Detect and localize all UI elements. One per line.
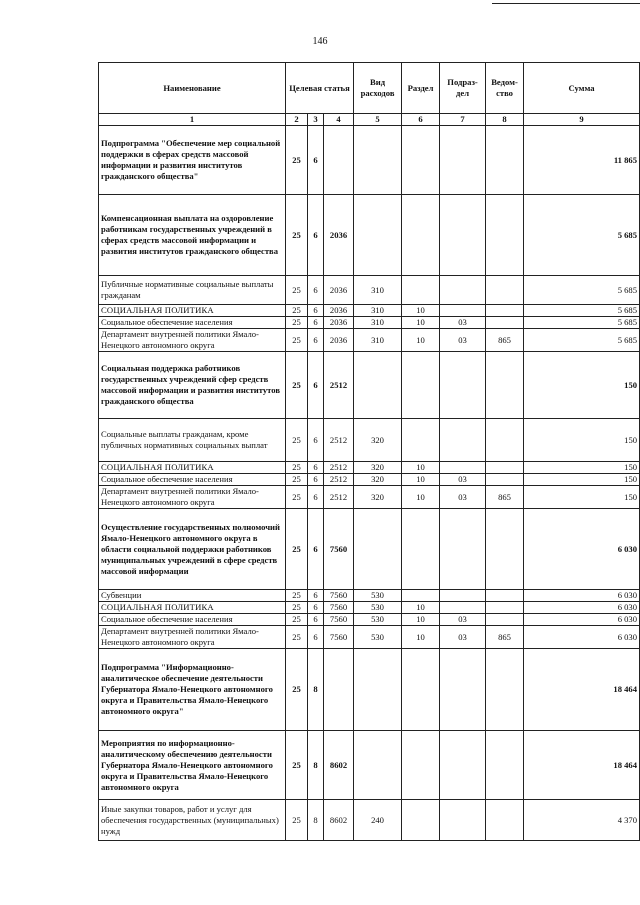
target-code-4: 7560 (324, 614, 354, 626)
target-code-2: 25 (286, 317, 308, 329)
target-code-2: 25 (286, 626, 308, 649)
target-code-4: 2512 (324, 462, 354, 474)
expense-type: 530 (354, 602, 402, 614)
column-number-row (99, 114, 640, 126)
row-sum: 6 030 (524, 509, 640, 590)
department-code (486, 474, 524, 486)
target-code-2: 25 (286, 329, 308, 352)
subsection: 03 (440, 474, 486, 486)
subsection (440, 276, 486, 305)
target-code-2: 25 (286, 590, 308, 602)
target-code-3: 6 (308, 462, 324, 474)
target-code-3: 6 (308, 486, 324, 509)
target-code-4: 2036 (324, 305, 354, 317)
target-code-3: 6 (308, 317, 324, 329)
column-number: 8 (486, 114, 524, 126)
target-code-3: 6 (308, 474, 324, 486)
target-code-4: 2512 (324, 474, 354, 486)
row-sum: 5 685 (524, 276, 640, 305)
department-code (486, 590, 524, 602)
column-number: 2 (286, 114, 308, 126)
column-number: 7 (440, 114, 486, 126)
target-code-3: 6 (308, 305, 324, 317)
department-code (486, 419, 524, 462)
header-name: Наименование (99, 63, 286, 114)
table-row (99, 614, 640, 626)
table-row (99, 462, 640, 474)
expense-type (354, 649, 402, 731)
target-code-2: 25 (286, 305, 308, 317)
section (402, 419, 440, 462)
department-code (486, 195, 524, 276)
expense-type (354, 126, 402, 195)
subsection (440, 419, 486, 462)
target-code-4: 7560 (324, 626, 354, 649)
row-sum: 5 685 (524, 195, 640, 276)
table-row (99, 305, 640, 317)
target-code-4: 8602 (324, 731, 354, 800)
target-code-3: 6 (308, 329, 324, 352)
table-row (99, 486, 640, 509)
section (402, 126, 440, 195)
row-name: Департамент внутренней политики Ямало-Ненецкого автономного округа (99, 329, 286, 352)
subsection (440, 195, 486, 276)
section: 10 (402, 626, 440, 649)
subsection (440, 126, 486, 195)
target-code-3: 6 (308, 195, 324, 276)
table-body (99, 126, 640, 841)
department-code (486, 731, 524, 800)
target-code-2: 25 (286, 614, 308, 626)
subsection (440, 602, 486, 614)
column-number: 3 (308, 114, 324, 126)
row-name: СОЦИАЛЬНАЯ ПОЛИТИКА (99, 462, 286, 474)
row-name: Подпрограмма "Обеспечение мер социальной поддержки в сферах средств массовой информации и развития институтов гражданского общества" (99, 126, 286, 195)
department-code (486, 317, 524, 329)
row-sum: 5 685 (524, 317, 640, 329)
row-name: Департамент внутренней политики Ямало-Ненецкого автономного округа (99, 626, 286, 649)
target-code-3: 6 (308, 602, 324, 614)
top-rule (492, 3, 640, 4)
target-code-3: 6 (308, 126, 324, 195)
row-name: Социальные выплаты гражданам, кроме публичных нормативных социальных выплат (99, 419, 286, 462)
target-code-2: 25 (286, 731, 308, 800)
section: 10 (402, 486, 440, 509)
header-expense-type: Вид расходов (354, 63, 402, 114)
target-code-4 (324, 649, 354, 731)
expense-type: 310 (354, 317, 402, 329)
department-code: 865 (486, 329, 524, 352)
table-row (99, 509, 640, 590)
row-sum: 5 685 (524, 329, 640, 352)
target-code-4 (324, 126, 354, 195)
row-sum: 6 030 (524, 590, 640, 602)
section: 10 (402, 462, 440, 474)
row-name: Публичные нормативные социальные выплаты гражданам (99, 276, 286, 305)
target-code-3: 8 (308, 800, 324, 841)
target-code-4: 7560 (324, 590, 354, 602)
row-name: Департамент внутренней политики Ямало-Ненецкого автономного округа (99, 486, 286, 509)
table-row (99, 626, 640, 649)
expense-type: 310 (354, 329, 402, 352)
target-code-4: 8602 (324, 800, 354, 841)
row-name: СОЦИАЛЬНАЯ ПОЛИТИКА (99, 305, 286, 317)
table-row (99, 419, 640, 462)
budget-table (98, 62, 640, 841)
target-code-3: 6 (308, 276, 324, 305)
page-number: 146 (312, 36, 328, 47)
target-code-3: 8 (308, 649, 324, 731)
target-code-4: 2036 (324, 276, 354, 305)
table-row (99, 276, 640, 305)
section (402, 195, 440, 276)
subsection (440, 352, 486, 419)
expense-type (354, 352, 402, 419)
table-row (99, 352, 640, 419)
expense-type: 320 (354, 419, 402, 462)
header-target-article: Целевая статья (286, 63, 354, 114)
target-code-2: 25 (286, 800, 308, 841)
header-subsection: Подраз-дел (440, 63, 486, 114)
column-number: 9 (524, 114, 640, 126)
target-code-3: 6 (308, 419, 324, 462)
subsection (440, 649, 486, 731)
expense-type: 530 (354, 614, 402, 626)
target-code-2: 25 (286, 649, 308, 731)
section: 10 (402, 329, 440, 352)
row-sum: 6 030 (524, 626, 640, 649)
section: 10 (402, 602, 440, 614)
target-code-4: 2036 (324, 195, 354, 276)
section (402, 731, 440, 800)
row-sum: 18 464 (524, 731, 640, 800)
target-code-3: 6 (308, 614, 324, 626)
target-code-2: 25 (286, 474, 308, 486)
expense-type: 320 (354, 462, 402, 474)
column-number: 6 (402, 114, 440, 126)
department-code (486, 276, 524, 305)
subsection: 03 (440, 486, 486, 509)
department-code (486, 602, 524, 614)
header-sum: Сумма (524, 63, 640, 114)
department-code (486, 462, 524, 474)
header-section: Раздел (402, 63, 440, 114)
target-code-2: 25 (286, 419, 308, 462)
row-name: Социальное обеспечение населения (99, 614, 286, 626)
department-code (486, 509, 524, 590)
section (402, 800, 440, 841)
subsection: 03 (440, 329, 486, 352)
section (402, 649, 440, 731)
target-code-3: 6 (308, 626, 324, 649)
expense-type: 530 (354, 626, 402, 649)
table-row (99, 329, 640, 352)
table-row (99, 590, 640, 602)
department-code: 865 (486, 626, 524, 649)
row-sum: 4 370 (524, 800, 640, 841)
target-code-2: 25 (286, 126, 308, 195)
table-row (99, 800, 640, 841)
target-code-3: 8 (308, 731, 324, 800)
department-code (486, 614, 524, 626)
row-name: Социальная поддержка работников государственных учреждений сфер средств массовой информации и развития институтов гражданского общества (99, 352, 286, 419)
table-row (99, 195, 640, 276)
subsection: 03 (440, 626, 486, 649)
department-code (486, 305, 524, 317)
row-name: Субвенции (99, 590, 286, 602)
table-row (99, 602, 640, 614)
target-code-4: 2512 (324, 352, 354, 419)
section (402, 590, 440, 602)
row-sum: 6 030 (524, 602, 640, 614)
row-name: Социальное обеспечение населения (99, 474, 286, 486)
expense-type: 240 (354, 800, 402, 841)
target-code-4: 2512 (324, 419, 354, 462)
section: 10 (402, 317, 440, 329)
target-code-4: 2512 (324, 486, 354, 509)
row-sum: 150 (524, 462, 640, 474)
department-code (486, 800, 524, 841)
target-code-4: 7560 (324, 602, 354, 614)
target-code-2: 25 (286, 602, 308, 614)
expense-type: 310 (354, 276, 402, 305)
department-code: 865 (486, 486, 524, 509)
target-code-4: 2036 (324, 317, 354, 329)
column-number: 1 (99, 114, 286, 126)
expense-type (354, 509, 402, 590)
target-code-2: 25 (286, 195, 308, 276)
department-code (486, 126, 524, 195)
expense-type: 310 (354, 305, 402, 317)
row-sum: 5 685 (524, 305, 640, 317)
row-name: Мероприятия по информационно-аналитическому обеспечению деятельности Губернатора Ямало-Ненецкого автономного округа и Правительства Ямало-Ненецкого автономного округа (99, 731, 286, 800)
expense-type (354, 731, 402, 800)
row-sum: 150 (524, 352, 640, 419)
table-row (99, 317, 640, 329)
header-department: Ведом-ство (486, 63, 524, 114)
section (402, 352, 440, 419)
row-name: Социальное обеспечение населения (99, 317, 286, 329)
row-name: Иные закупки товаров, работ и услуг для обеспечения государственных (муниципальных) нужд (99, 800, 286, 841)
section: 10 (402, 474, 440, 486)
row-sum: 150 (524, 474, 640, 486)
subsection (440, 462, 486, 474)
subsection (440, 509, 486, 590)
department-code (486, 352, 524, 419)
subsection (440, 305, 486, 317)
row-name: Компенсационная выплата на оздоровление работникам государственных учреждений в сферах средств массовой информации и развития институтов гражданского общества (99, 195, 286, 276)
row-sum: 11 865 (524, 126, 640, 195)
target-code-3: 6 (308, 352, 324, 419)
section: 10 (402, 614, 440, 626)
subsection: 03 (440, 317, 486, 329)
target-code-2: 25 (286, 486, 308, 509)
target-code-4: 7560 (324, 509, 354, 590)
table-row (99, 649, 640, 731)
row-sum: 150 (524, 419, 640, 462)
target-code-4: 2036 (324, 329, 354, 352)
department-code (486, 649, 524, 731)
table-row (99, 126, 640, 195)
subsection (440, 800, 486, 841)
expense-type (354, 195, 402, 276)
row-sum: 150 (524, 486, 640, 509)
subsection (440, 731, 486, 800)
target-code-2: 25 (286, 352, 308, 419)
column-number: 5 (354, 114, 402, 126)
subsection (440, 590, 486, 602)
row-sum: 6 030 (524, 614, 640, 626)
row-name: Осуществление государственных полномочий Ямало-Ненецкого автономного округа в области социальной поддержки работников муниципальных учреждений в сфере средств массовой информации (99, 509, 286, 590)
section: 10 (402, 305, 440, 317)
section (402, 509, 440, 590)
target-code-2: 25 (286, 462, 308, 474)
expense-type: 530 (354, 590, 402, 602)
target-code-2: 25 (286, 509, 308, 590)
expense-type: 320 (354, 486, 402, 509)
subsection: 03 (440, 614, 486, 626)
target-code-2: 25 (286, 276, 308, 305)
expense-type: 320 (354, 474, 402, 486)
row-sum: 18 464 (524, 649, 640, 731)
table-row (99, 474, 640, 486)
section (402, 276, 440, 305)
row-name: СОЦИАЛЬНАЯ ПОЛИТИКА (99, 602, 286, 614)
table-row (99, 731, 640, 800)
target-code-3: 6 (308, 590, 324, 602)
target-code-3: 6 (308, 509, 324, 590)
row-name: Подпрограмма "Информационно-аналитическое обеспечение деятельности Губернатора Ямало-Ненецкого автономного округа и Правительства Ямало-Ненецкого автономного округа" (99, 649, 286, 731)
column-number: 4 (324, 114, 354, 126)
